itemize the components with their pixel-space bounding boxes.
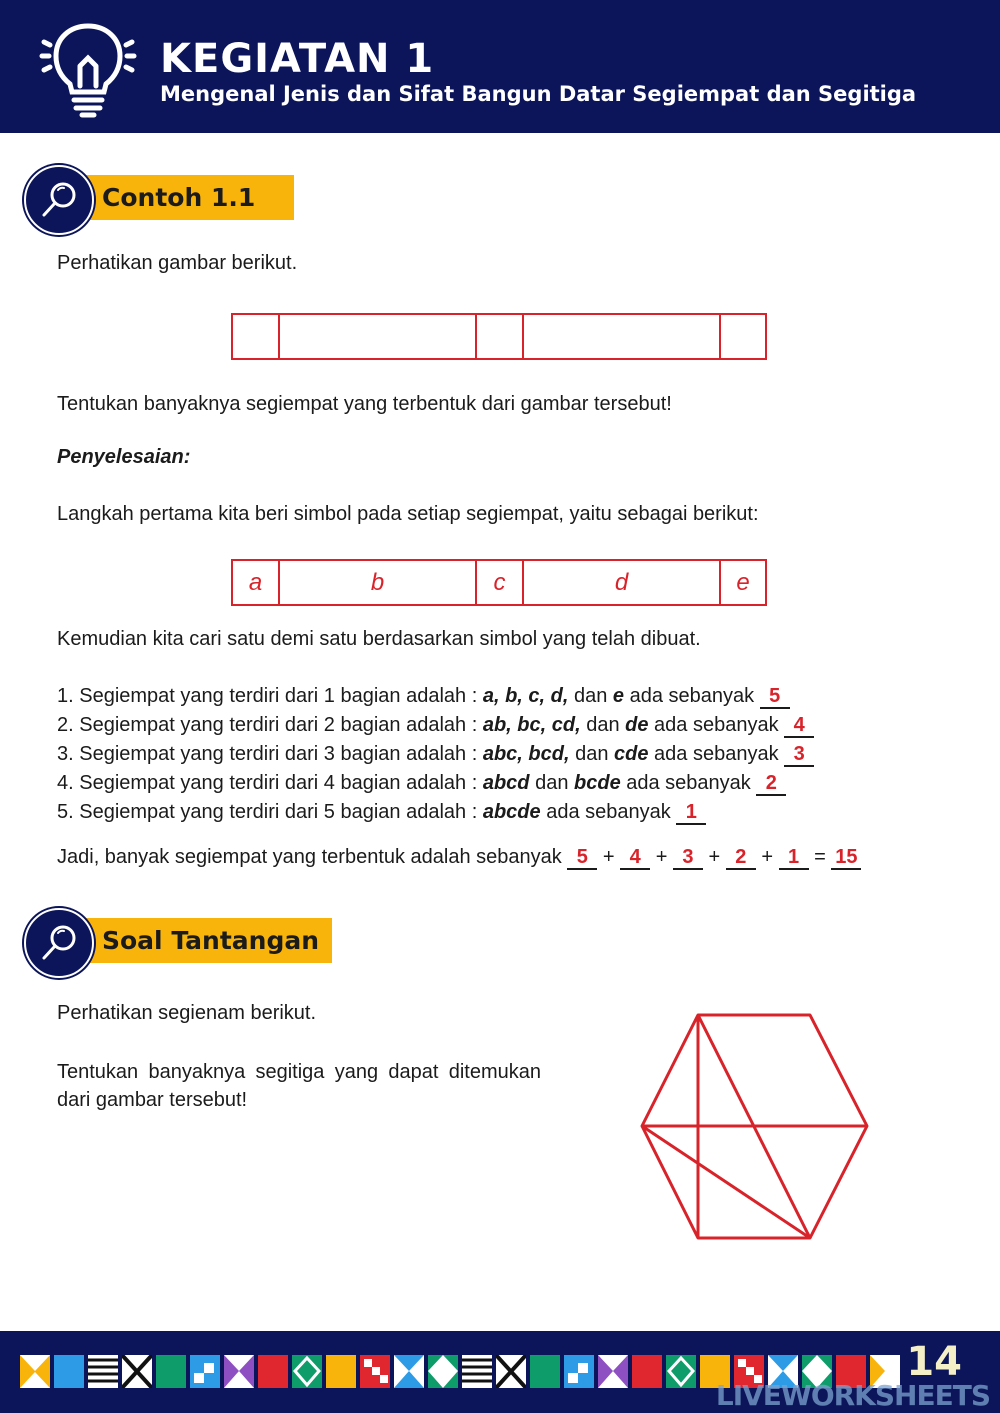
- pattern-tile: [258, 1355, 288, 1388]
- answer-field[interactable]: 1: [676, 801, 706, 825]
- figure-cell: [278, 313, 477, 360]
- answer-list: [57, 682, 814, 827]
- step-two-text: Kemudian kita cari satu demi satu berdasarkan simbol yang telah dibuat.: [57, 628, 701, 650]
- pattern-tile: [530, 1355, 560, 1388]
- figure-cell: [475, 313, 524, 360]
- sum-term-field[interactable]: 4: [620, 846, 650, 870]
- pattern-tile: [564, 1355, 594, 1388]
- sum-term-field[interactable]: 3: [673, 846, 703, 870]
- page-title: KEGIATAN 1: [160, 36, 435, 82]
- list-item: 4. Segiempat yang terdiri dari 4 bagian adalah : abcd dan bcde ada sebanyak 2: [57, 769, 814, 798]
- challenge-question: Tentukan banyaknya segitiga yang dapat ditemukan dari gambar tersebut!: [57, 1061, 541, 1111]
- pattern-tile: [326, 1355, 356, 1388]
- example-question: Tentukan banyaknya segiempat yang terbentuk dari gambar tersebut!: [57, 393, 672, 415]
- symbol-cell-c: c: [475, 559, 524, 606]
- pattern-tile: [632, 1355, 662, 1388]
- pattern-tile: [54, 1355, 84, 1388]
- pattern-tile: [224, 1355, 254, 1388]
- answer-field[interactable]: 3: [784, 743, 814, 767]
- step-one-text: Langkah pertama kita beri simbol pada setiap segiempat, yaitu sebagai berikut:: [57, 503, 759, 525]
- pattern-tile: [462, 1355, 492, 1388]
- page-number: 14: [906, 1339, 962, 1385]
- solution-label: Penyelesaian:: [57, 446, 191, 468]
- labeled-rectangle-figure: [231, 559, 767, 606]
- pattern-tile: [666, 1355, 696, 1388]
- pattern-tile: [20, 1355, 50, 1388]
- pattern-tile: [190, 1355, 220, 1388]
- liveworksheets-watermark: LIVEWORKSHEETS: [715, 1379, 990, 1412]
- symbol-cell-d: d: [522, 559, 721, 606]
- list-item: 1. Segiempat yang terdiri dari 1 bagian adalah : a, b, c, d, dan e ada sebanyak 5: [57, 682, 814, 711]
- hexagon-diagonal: [642, 1126, 810, 1238]
- example-intro: Perhatikan gambar berikut.: [57, 252, 298, 274]
- page-subtitle: Mengenal Jenis dan Sifat Bangun Datar Segiempat dan Segitiga: [160, 82, 917, 106]
- list-item: 3. Segiempat yang terdiri dari 3 bagian adalah : abc, bcd, dan cde ada sebanyak 3: [57, 740, 814, 769]
- challenge-intro: Perhatikan segienam berikut.: [57, 1002, 317, 1024]
- figure-cell: [719, 313, 767, 360]
- rectangle-figure: [231, 313, 767, 360]
- magnifier-badge: [24, 165, 94, 235]
- symbol-cell-a: a: [231, 559, 280, 606]
- sum-term-field[interactable]: 2: [726, 846, 756, 870]
- pattern-tile: [496, 1355, 526, 1388]
- challenge-label: Soal Tantangan: [70, 918, 332, 963]
- pattern-tile: [428, 1355, 458, 1388]
- hexagon-figure: [630, 1005, 880, 1250]
- example-label: Contoh 1.1: [70, 175, 294, 220]
- list-item: 2. Segiempat yang terdiri dari 2 bagian adalah : ab, bc, cd, dan de ada sebanyak 4: [57, 711, 814, 740]
- answer-field[interactable]: 2: [756, 772, 786, 796]
- symbol-cell-e: e: [719, 559, 767, 606]
- pattern-tile: [122, 1355, 152, 1388]
- symbol-cell-b: b: [278, 559, 477, 606]
- pattern-tile: [156, 1355, 186, 1388]
- conclusion-line: Jadi, banyak segiempat yang terbentuk adalah sebanyak 5 + 4 + 3 + 2 + 1 = 15: [57, 846, 861, 870]
- total-field[interactable]: 15: [831, 846, 861, 870]
- magnifier-icon: [39, 179, 79, 221]
- figure-cell: [522, 313, 721, 360]
- pattern-tile: [292, 1355, 322, 1388]
- pattern-tile: [598, 1355, 628, 1388]
- magnifier-badge: [24, 908, 94, 978]
- sum-term-field[interactable]: 1: [779, 846, 809, 870]
- pattern-tile: [394, 1355, 424, 1388]
- pattern-tile: [88, 1355, 118, 1388]
- list-item: 5. Segiempat yang terdiri dari 5 bagian adalah : abcde ada sebanyak 1: [57, 798, 814, 827]
- pattern-tile: [360, 1355, 390, 1388]
- answer-field[interactable]: 5: [760, 685, 790, 709]
- answer-field[interactable]: 4: [784, 714, 814, 738]
- figure-cell: [231, 313, 280, 360]
- page-footer: [0, 1331, 1000, 1413]
- page-header: [0, 0, 1000, 133]
- sum-term-field[interactable]: 5: [567, 846, 597, 870]
- magnifier-icon: [39, 922, 79, 964]
- lightbulb-icon: [38, 14, 138, 118]
